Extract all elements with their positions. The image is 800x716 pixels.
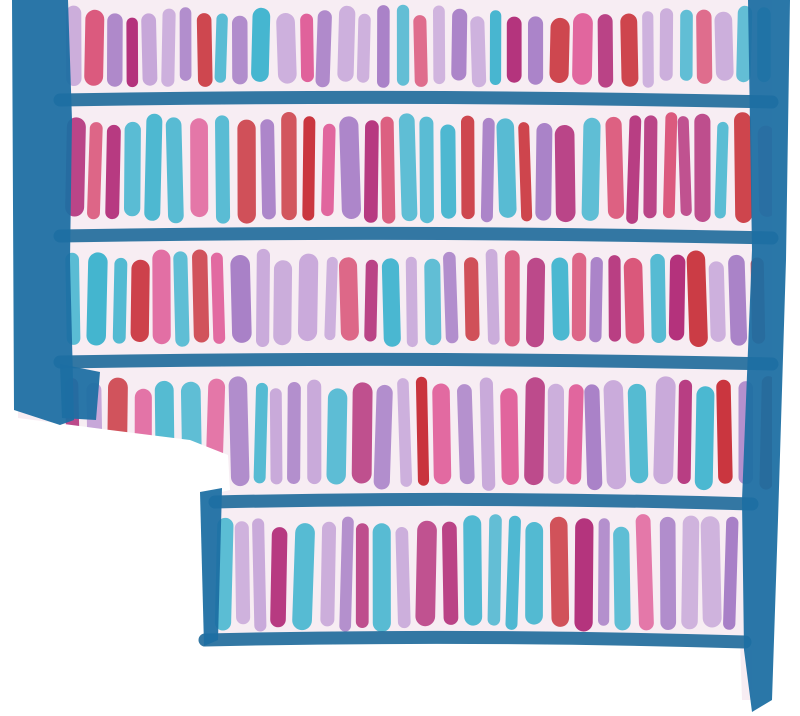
book-spine — [419, 117, 434, 224]
book-spine — [461, 116, 475, 220]
shelf-board — [205, 637, 745, 642]
book-spine — [113, 258, 128, 344]
book-spine — [320, 522, 336, 627]
book-spine — [315, 10, 332, 88]
book-spine — [180, 7, 192, 81]
book-spine — [574, 518, 593, 631]
book-spine — [276, 13, 297, 84]
book-spine — [524, 377, 545, 485]
book-spine — [550, 517, 569, 627]
book-spine — [270, 527, 287, 627]
book-spine — [135, 389, 152, 488]
book-spine — [302, 116, 315, 220]
book-spine — [230, 255, 252, 343]
book-spine — [292, 523, 315, 631]
book-spine — [237, 120, 256, 224]
book-spine — [256, 249, 270, 347]
book-spine — [528, 16, 543, 84]
book-spine — [660, 8, 674, 81]
book-spine — [677, 380, 692, 484]
book-spine — [526, 258, 545, 348]
book-spine — [728, 255, 747, 346]
book-spine — [144, 114, 162, 221]
book-spine — [716, 380, 733, 484]
book-spine — [613, 527, 631, 631]
book-spine — [535, 123, 552, 221]
book-spine — [300, 14, 314, 83]
book-spine — [235, 521, 251, 624]
book-spine — [214, 13, 228, 83]
book-spine — [424, 259, 441, 346]
frame-corner — [60, 364, 100, 420]
book-spine — [686, 250, 708, 347]
book-spine — [84, 10, 104, 86]
book-spine — [339, 116, 361, 219]
book-spine — [507, 17, 522, 83]
book-spine — [364, 120, 379, 223]
book-spine — [298, 253, 319, 341]
book-spine — [650, 254, 666, 343]
book-spine — [603, 380, 626, 490]
book-spine — [124, 122, 141, 217]
book-spine — [470, 16, 486, 87]
book-spine — [642, 11, 654, 88]
book-spine — [681, 515, 699, 629]
book-spine — [397, 5, 409, 86]
book-spine — [525, 522, 543, 625]
book-spine — [598, 518, 610, 626]
book-spine — [260, 119, 276, 219]
frame-left-post — [12, 0, 74, 425]
book-spine — [251, 8, 271, 83]
book-spine — [708, 261, 725, 342]
book-spine — [451, 9, 467, 81]
book-spine — [228, 376, 249, 486]
book-spine — [589, 257, 603, 343]
book-spine — [500, 388, 519, 485]
book-spine — [281, 112, 297, 220]
shelf-board — [215, 499, 752, 504]
book-spine — [252, 518, 267, 631]
book-spine — [624, 258, 645, 344]
shelf-board — [60, 97, 772, 102]
book-spine — [215, 115, 230, 223]
book-spine — [555, 125, 576, 222]
book-spine — [382, 258, 401, 347]
book-spine — [714, 11, 734, 81]
book-spine — [126, 18, 138, 88]
book-spine — [373, 385, 393, 490]
book-spine — [464, 257, 480, 341]
book-spine — [505, 250, 520, 346]
book-spine — [337, 6, 355, 82]
book-spine — [432, 383, 451, 484]
book-spine — [197, 13, 213, 87]
book-spine — [696, 10, 712, 84]
book-spine — [584, 384, 602, 490]
book-spine — [680, 10, 693, 81]
book-spine — [190, 118, 208, 217]
book-spine — [572, 253, 587, 341]
book-spine — [173, 251, 190, 347]
book-spine — [373, 523, 391, 632]
book-spine — [406, 257, 418, 348]
book-spine — [481, 118, 495, 223]
book-spine — [364, 260, 378, 342]
book-spine — [581, 118, 600, 221]
book-spine — [416, 377, 429, 486]
book-spine — [287, 382, 301, 484]
book-spine — [415, 521, 437, 627]
book-spine — [107, 13, 123, 86]
book-spine — [232, 16, 248, 85]
book-spine — [413, 15, 428, 87]
shelf-board — [60, 233, 772, 238]
book-spine — [192, 249, 209, 342]
book-spine — [695, 386, 715, 490]
book-spine — [433, 5, 445, 84]
book-spine — [628, 384, 649, 484]
book-spine — [399, 113, 418, 221]
book-spine — [181, 382, 203, 487]
book-spine — [321, 124, 336, 217]
book-spine — [377, 5, 390, 88]
book-spine — [463, 515, 482, 626]
book-spine — [107, 377, 128, 485]
book-spine — [166, 117, 184, 223]
book-spine — [161, 8, 176, 86]
book-spine — [694, 114, 710, 222]
book-spine — [572, 13, 593, 85]
book-spine — [620, 13, 638, 87]
book-spine — [307, 380, 321, 485]
book-spine — [339, 257, 359, 341]
book-spine — [566, 384, 584, 485]
book-spine — [152, 250, 170, 345]
book-spine — [141, 13, 157, 86]
book-spine — [273, 260, 292, 345]
book-spine — [440, 124, 456, 218]
book-spine — [380, 116, 395, 223]
book-spine — [480, 377, 496, 491]
book-spine — [496, 118, 517, 218]
book-spine — [155, 381, 175, 490]
book-spine — [700, 516, 721, 628]
book-spine — [551, 257, 570, 340]
book-spine — [653, 376, 676, 484]
book-spine — [605, 117, 624, 220]
book-spine — [326, 388, 347, 484]
book-spine — [86, 252, 108, 346]
book-spine — [205, 378, 225, 486]
book-spine — [352, 382, 373, 483]
book-spine — [105, 125, 121, 219]
book-spine — [660, 517, 676, 630]
book-spine — [643, 115, 657, 218]
book-spine — [490, 10, 502, 85]
book-spine — [356, 523, 369, 628]
book-spine — [548, 384, 564, 484]
book-spine — [549, 18, 570, 84]
book-spine — [608, 255, 621, 342]
book-spine — [669, 254, 686, 340]
book-spine — [487, 514, 501, 626]
book-spine — [270, 388, 283, 484]
book-spine — [734, 112, 752, 223]
book-spine — [357, 14, 371, 83]
book-spine — [130, 260, 149, 343]
book-spine — [442, 521, 459, 625]
shelf-board — [60, 359, 772, 364]
book-spine — [598, 14, 614, 88]
